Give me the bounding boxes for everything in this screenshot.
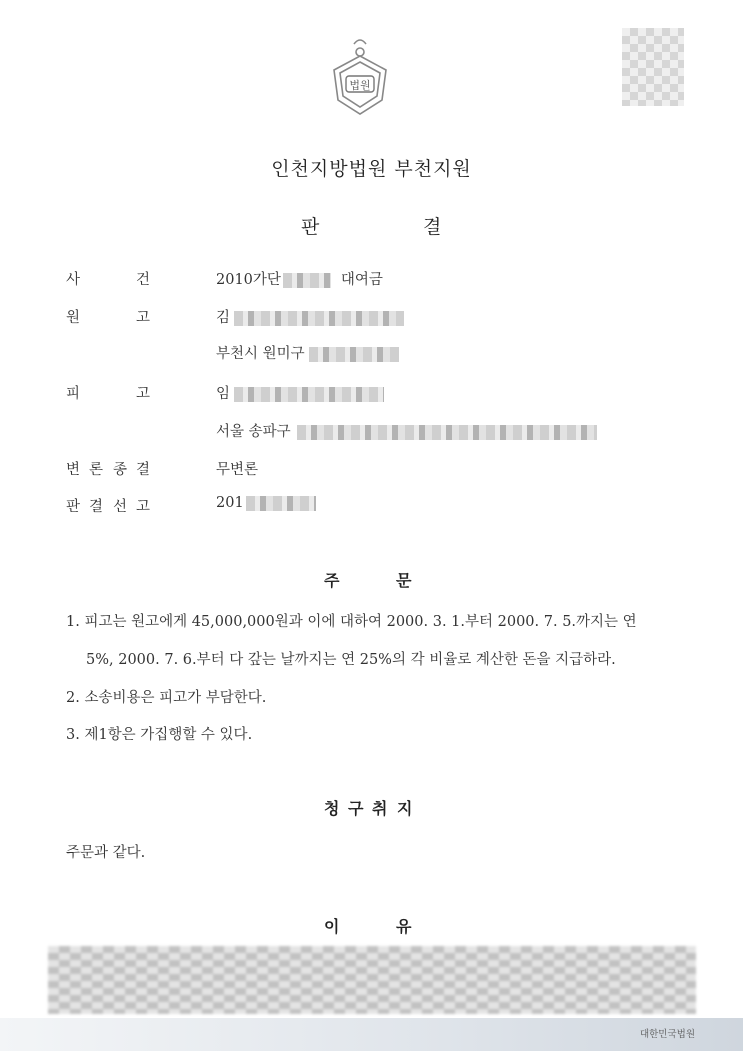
redacted-block bbox=[246, 496, 316, 511]
order-line-1: 1. 피고는 원고에게 45,000,000원과 이에 대하여 2000. 3. 1.부터 2000. 7. 5.까지는 연 bbox=[66, 614, 637, 630]
redacted-block bbox=[234, 311, 404, 326]
case-number: 2010가단 대여금 bbox=[216, 272, 383, 288]
redacted-block bbox=[234, 387, 384, 402]
verdict-date: 201 bbox=[216, 495, 316, 511]
defendant-address: 서울 송파구 bbox=[216, 420, 597, 441]
court-name: 인천지방법원 부천지원 bbox=[271, 158, 472, 180]
redacted-block bbox=[309, 347, 399, 362]
closing-value: 무변론 bbox=[216, 462, 259, 478]
doc-title-left: 판 bbox=[301, 216, 320, 238]
order-line-1-cont: 5%, 2000. 7. 6.부터 다 갚는 날까지는 연 25%의 각 비율로 계산한 돈을 지급하라. bbox=[86, 652, 616, 668]
seal-text: 법원 bbox=[349, 79, 371, 92]
redacted-block bbox=[283, 273, 331, 288]
doc-title-right: 결 bbox=[423, 216, 442, 238]
redacted-block bbox=[297, 425, 597, 440]
claim-text: 주문과 같다. bbox=[66, 845, 146, 861]
footer-bar bbox=[0, 1018, 743, 1051]
defendant-name: 임 bbox=[216, 382, 384, 403]
plaintiff-name: 김 bbox=[216, 306, 404, 327]
plaintiff-address: 부천시 원미구 bbox=[216, 342, 399, 363]
court-seal-icon bbox=[322, 34, 398, 120]
redacted-reason-text bbox=[48, 946, 696, 1014]
order-line-3: 3. 제1항은 가집행할 수 있다. bbox=[66, 727, 253, 743]
qr-code-icon bbox=[622, 28, 684, 106]
order-line-2: 2. 소송비용은 피고가 부담한다. bbox=[66, 690, 267, 706]
footer-label: 대한민국법원 bbox=[639, 1029, 695, 1040]
